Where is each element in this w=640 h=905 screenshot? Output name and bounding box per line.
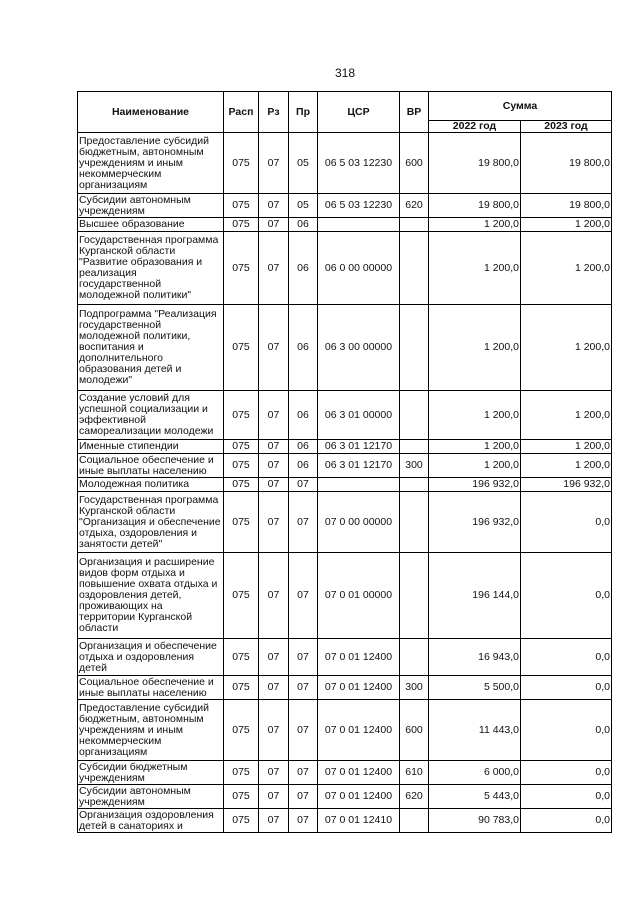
row-rasp: 075 xyxy=(224,133,259,194)
header-rasp: Расп xyxy=(224,92,259,133)
row-csr: 06 3 01 00000 xyxy=(318,391,400,440)
row-vr xyxy=(400,232,429,305)
table-row xyxy=(78,553,612,639)
row-pr: 06 xyxy=(289,440,318,454)
row-sum-2022: 5 500,0 xyxy=(429,676,521,700)
row-rz: 07 xyxy=(259,218,289,232)
row-sum-2023: 0,0 xyxy=(521,700,612,761)
row-name: Предоставление субсидий бюджетным, автономным учреждениям и иным некоммерческим организациям xyxy=(78,133,224,194)
row-pr: 07 xyxy=(289,700,318,761)
row-name: Молодежная политика xyxy=(78,478,224,492)
row-pr: 07 xyxy=(289,809,318,833)
row-name: Государственная программа Курганской области "Организация и обеспечение отдыха, оздоровления и занятости детей" xyxy=(78,492,224,553)
row-pr: 06 xyxy=(289,305,318,391)
table-row xyxy=(78,391,612,440)
row-sum-2023: 0,0 xyxy=(521,639,612,676)
row-csr: 07 0 01 12400 xyxy=(318,700,400,761)
row-pr: 05 xyxy=(289,133,318,194)
row-sum-2023: 1 200,0 xyxy=(521,232,612,305)
row-sum-2022: 1 200,0 xyxy=(429,440,521,454)
row-rasp: 075 xyxy=(224,194,259,218)
row-rasp: 075 xyxy=(224,440,259,454)
row-sum-2022: 19 800,0 xyxy=(429,194,521,218)
table-row xyxy=(78,440,612,454)
row-vr xyxy=(400,391,429,440)
row-sum-2023: 0,0 xyxy=(521,553,612,639)
row-sum-2022: 1 200,0 xyxy=(429,391,521,440)
row-name: Подпрограмма "Реализация государственной молодежной политики, воспитания и дополнительного образования детей и молодежи" xyxy=(78,305,224,391)
row-rasp: 075 xyxy=(224,492,259,553)
row-csr: 06 0 00 00000 xyxy=(318,232,400,305)
row-rz: 07 xyxy=(259,809,289,833)
row-vr: 300 xyxy=(400,676,429,700)
row-rasp: 075 xyxy=(224,454,259,478)
table-row xyxy=(78,785,612,809)
table-row xyxy=(78,305,612,391)
row-pr: 07 xyxy=(289,785,318,809)
header-pr: Пр xyxy=(289,92,318,133)
header-vr: ВР xyxy=(400,92,429,133)
row-sum-2023: 1 200,0 xyxy=(521,440,612,454)
row-sum-2023: 196 932,0 xyxy=(521,478,612,492)
row-csr: 07 0 01 12400 xyxy=(318,785,400,809)
header-sum: Сумма xyxy=(429,92,612,121)
row-rasp: 075 xyxy=(224,305,259,391)
row-rz: 07 xyxy=(259,639,289,676)
row-rasp: 075 xyxy=(224,478,259,492)
row-sum-2022: 196 932,0 xyxy=(429,492,521,553)
table-row xyxy=(78,454,612,478)
row-sum-2022: 1 200,0 xyxy=(429,218,521,232)
table-row xyxy=(78,809,612,833)
row-csr: 07 0 01 12400 xyxy=(318,639,400,676)
row-pr: 05 xyxy=(289,194,318,218)
row-rz: 07 xyxy=(259,454,289,478)
row-name: Субсидии бюджетным учреждениям xyxy=(78,761,224,785)
row-name: Субсидии автономным учреждениям xyxy=(78,785,224,809)
row-name: Субсидии автономным учреждениям xyxy=(78,194,224,218)
row-csr: 06 5 03 12230 xyxy=(318,133,400,194)
row-pr: 07 xyxy=(289,492,318,553)
row-rz: 07 xyxy=(259,194,289,218)
row-name: Создание условий для успешной социализации и эффективной самореализации молодежи xyxy=(78,391,224,440)
row-csr: 07 0 01 12400 xyxy=(318,761,400,785)
row-pr: 06 xyxy=(289,391,318,440)
row-pr: 07 xyxy=(289,478,318,492)
row-rz: 07 xyxy=(259,440,289,454)
row-sum-2022: 90 783,0 xyxy=(429,809,521,833)
row-rz: 07 xyxy=(259,785,289,809)
row-vr: 620 xyxy=(400,785,429,809)
row-csr: 07 0 01 12410 xyxy=(318,809,400,833)
row-sum-2023: 0,0 xyxy=(521,492,612,553)
row-rz: 07 xyxy=(259,492,289,553)
row-rz: 07 xyxy=(259,700,289,761)
row-vr xyxy=(400,492,429,553)
row-vr xyxy=(400,639,429,676)
row-rasp: 075 xyxy=(224,676,259,700)
table-row xyxy=(78,478,612,492)
row-pr: 06 xyxy=(289,218,318,232)
row-rasp: 075 xyxy=(224,785,259,809)
table-body xyxy=(78,133,612,833)
page-number: 318 xyxy=(334,66,356,80)
row-rz: 07 xyxy=(259,478,289,492)
row-vr xyxy=(400,553,429,639)
row-sum-2023: 0,0 xyxy=(521,809,612,833)
header-rz: Рз xyxy=(259,92,289,133)
row-sum-2022: 1 200,0 xyxy=(429,305,521,391)
row-vr xyxy=(400,809,429,833)
row-sum-2023: 1 200,0 xyxy=(521,218,612,232)
row-csr: 06 5 03 12230 xyxy=(318,194,400,218)
row-csr: 06 3 01 12170 xyxy=(318,454,400,478)
row-name: Организация оздоровления детей в санаториях и xyxy=(78,809,224,833)
header-name: Наименование xyxy=(78,92,224,133)
row-rasp: 075 xyxy=(224,232,259,305)
row-sum-2022: 5 443,0 xyxy=(429,785,521,809)
row-vr xyxy=(400,440,429,454)
table-row xyxy=(78,492,612,553)
row-sum-2022: 11 443,0 xyxy=(429,700,521,761)
table-row xyxy=(78,676,612,700)
row-rasp: 075 xyxy=(224,639,259,676)
row-rasp: 075 xyxy=(224,809,259,833)
row-rz: 07 xyxy=(259,232,289,305)
row-name: Именные стипендии xyxy=(78,440,224,454)
row-rz: 07 xyxy=(259,391,289,440)
row-vr: 600 xyxy=(400,700,429,761)
table-row xyxy=(78,761,612,785)
row-name: Государственная программа Курганской области "Развитие образования и реализация государственной молодежной политики" xyxy=(78,232,224,305)
row-pr: 07 xyxy=(289,553,318,639)
row-rasp: 075 xyxy=(224,700,259,761)
row-rasp: 075 xyxy=(224,761,259,785)
row-rz: 07 xyxy=(259,133,289,194)
row-pr: 06 xyxy=(289,232,318,305)
row-sum-2022: 196 144,0 xyxy=(429,553,521,639)
table-row xyxy=(78,218,612,232)
row-vr xyxy=(400,478,429,492)
row-csr: 07 0 01 12400 xyxy=(318,676,400,700)
table-row xyxy=(78,639,612,676)
row-name: Организация и расширение видов форм отдыха и повышение охвата отдыха и оздоровления детей, проживающих на территории Курганской области xyxy=(78,553,224,639)
row-name: Социальное обеспечение и иные выплаты населению xyxy=(78,676,224,700)
header-year-2022: 2022 год xyxy=(429,121,521,133)
row-rasp: 075 xyxy=(224,391,259,440)
row-rasp: 075 xyxy=(224,553,259,639)
row-rz: 07 xyxy=(259,676,289,700)
row-vr xyxy=(400,218,429,232)
row-sum-2023: 1 200,0 xyxy=(521,391,612,440)
row-sum-2022: 19 800,0 xyxy=(429,133,521,194)
row-sum-2022: 6 000,0 xyxy=(429,761,521,785)
table-row xyxy=(78,700,612,761)
row-rz: 07 xyxy=(259,553,289,639)
row-sum-2023: 0,0 xyxy=(521,761,612,785)
row-sum-2023: 0,0 xyxy=(521,676,612,700)
header-csr: ЦСР xyxy=(318,92,400,133)
row-vr xyxy=(400,305,429,391)
row-csr xyxy=(318,218,400,232)
row-pr: 07 xyxy=(289,639,318,676)
row-sum-2022: 1 200,0 xyxy=(429,232,521,305)
budget-table xyxy=(77,91,612,833)
row-csr: 06 3 00 00000 xyxy=(318,305,400,391)
row-sum-2023: 1 200,0 xyxy=(521,454,612,478)
row-vr: 300 xyxy=(400,454,429,478)
row-name: Предоставление субсидий бюджетным, автономным учреждениям и иным некоммерческим организациям xyxy=(78,700,224,761)
row-vr: 620 xyxy=(400,194,429,218)
row-csr: 06 3 01 12170 xyxy=(318,440,400,454)
row-rz: 07 xyxy=(259,305,289,391)
row-sum-2023: 0,0 xyxy=(521,785,612,809)
row-rasp: 075 xyxy=(224,218,259,232)
header-year-2023: 2023 год xyxy=(521,121,612,133)
row-pr: 06 xyxy=(289,454,318,478)
row-pr: 07 xyxy=(289,676,318,700)
row-name: Высшее образование xyxy=(78,218,224,232)
row-sum-2023: 19 800,0 xyxy=(521,133,612,194)
row-name: Социальное обеспечение и иные выплаты населению xyxy=(78,454,224,478)
row-vr: 600 xyxy=(400,133,429,194)
row-pr: 07 xyxy=(289,761,318,785)
row-csr: 07 0 01 00000 xyxy=(318,553,400,639)
row-sum-2022: 196 932,0 xyxy=(429,478,521,492)
row-rz: 07 xyxy=(259,761,289,785)
row-sum-2022: 16 943,0 xyxy=(429,639,521,676)
row-sum-2022: 1 200,0 xyxy=(429,454,521,478)
table-row xyxy=(78,194,612,218)
row-csr: 07 0 00 00000 xyxy=(318,492,400,553)
row-sum-2023: 19 800,0 xyxy=(521,194,612,218)
row-name: Организация и обеспечение отдыха и оздоровления детей xyxy=(78,639,224,676)
row-vr: 610 xyxy=(400,761,429,785)
row-csr xyxy=(318,478,400,492)
table-row xyxy=(78,133,612,194)
table-row xyxy=(78,232,612,305)
row-sum-2023: 1 200,0 xyxy=(521,305,612,391)
